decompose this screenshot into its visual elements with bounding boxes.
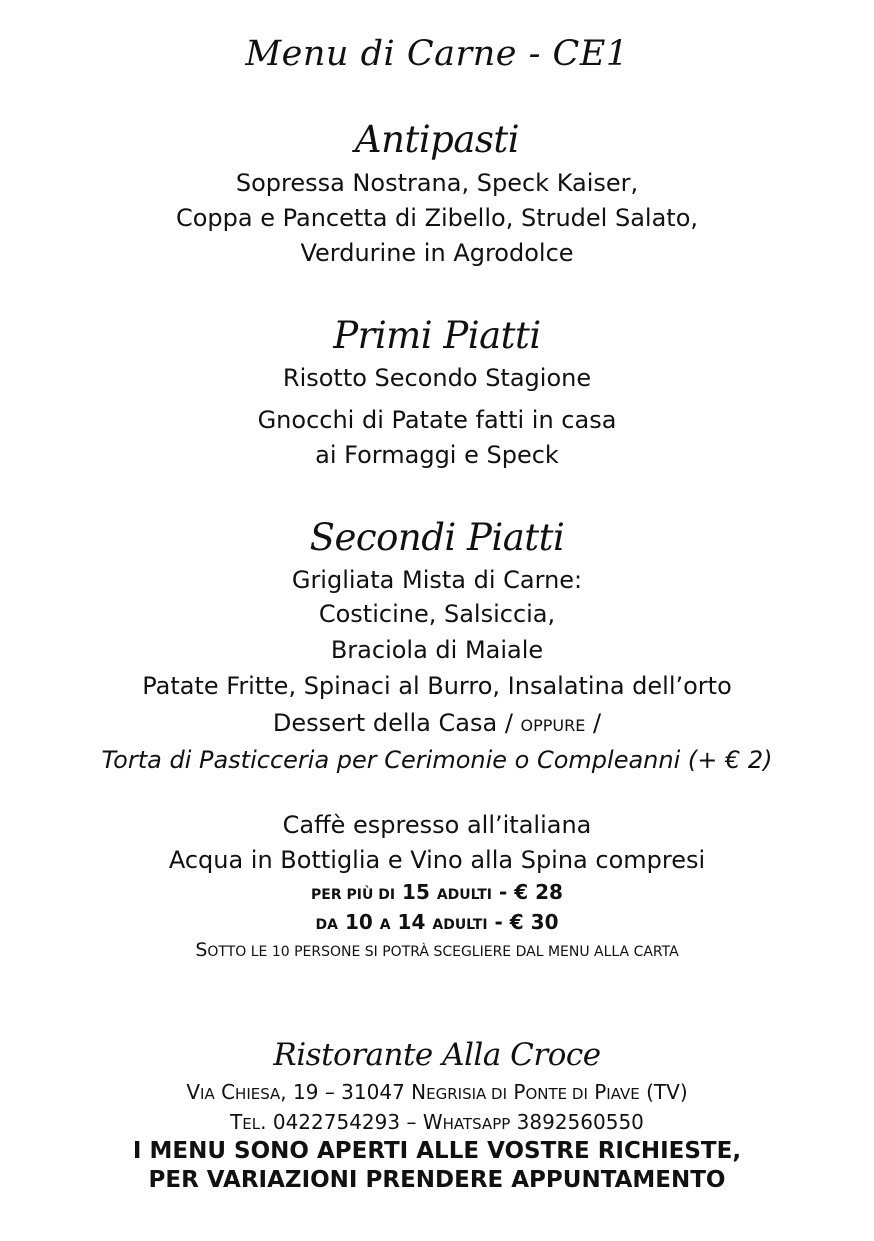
addr1-segment: (TV) <box>639 1080 688 1104</box>
dessert-alternative: Torta di Pasticceria per Cerimonie o Compleanni (+ € 2) <box>101 746 773 774</box>
primi-heading: Primi Piatti <box>333 314 541 357</box>
extras-line: Caffè espresso all’italiana <box>282 811 592 839</box>
note-initial: S <box>195 939 208 961</box>
price-unit: ADULTI <box>436 887 493 903</box>
dessert-sep: / <box>497 709 521 737</box>
price-number: 10 <box>337 910 380 934</box>
secondi-heading: Secondi Piatti <box>309 516 565 559</box>
primi-line: Risotto Secondo Stagione <box>282 364 592 392</box>
price-unit: ADULTI <box>432 917 488 933</box>
price-over-15 <box>0 877 874 910</box>
addr2-segment: EL <box>242 1115 261 1133</box>
addr1-segment: ONTE DI <box>525 1085 588 1103</box>
price-amount: - € 30 <box>487 910 559 934</box>
addr1-segment: P <box>587 1080 607 1104</box>
price-10-to-14 <box>0 907 874 940</box>
dessert-line <box>0 706 874 743</box>
addr2-segment: 3892560550 <box>510 1110 644 1134</box>
phone-line <box>0 1108 874 1138</box>
primi-line: Gnocchi di Patate fatti in casa <box>257 406 617 434</box>
price-prefix: DA <box>315 917 338 933</box>
addr1-segment: , 19 – 31047 N <box>280 1080 427 1104</box>
price-amount: - € 28 <box>492 880 563 904</box>
antipasti-line: Coppa e Pancetta di Zibello, Strudel Salato, <box>175 204 699 232</box>
secondi-line: Patate Fritte, Spinaci al Burro, Insalatina dell’orto <box>142 672 732 700</box>
antipasti-line: Sopressa Nostrana, Speck Kaiser, <box>235 169 639 197</box>
notice-line: I MENU SONO APERTI ALLE VOSTRE RICHIESTE, <box>132 1138 742 1164</box>
dessert-oppure: OPPURE <box>520 716 586 735</box>
addr1-segment: HIESA <box>235 1085 281 1103</box>
addr2-segment: . 0422754293 – W <box>260 1110 443 1134</box>
addr1-segment: EGRISIA DI <box>426 1085 508 1103</box>
page-title: Menu di Carne - CE1 <box>245 34 629 74</box>
notice-line: PER VARIAZIONI PRENDERE APPUNTAMENTO <box>148 1167 726 1193</box>
addr1-segment: C <box>214 1080 236 1104</box>
price-number: 14 <box>390 910 433 934</box>
price-connector: A <box>379 917 391 933</box>
addr1-segment: IAVE <box>606 1085 640 1103</box>
primi-line: ai Formaggi e Speck <box>315 441 559 469</box>
addr1-segment: IA <box>200 1085 215 1103</box>
dessert-sep: / <box>585 709 602 737</box>
secondi-line: Braciola di Maiale <box>330 636 544 664</box>
price-prefix: PER PIÙ DI <box>311 887 396 903</box>
secondi-line: Grigliata Mista di Carne: <box>291 566 583 594</box>
price-number: 15 <box>395 880 437 904</box>
note-text: OTTO LE 10 PERSONE SI POTRÀ SCEGLIERE DAL MENU ALLA CARTA <box>207 944 679 960</box>
under-10-note <box>0 938 874 964</box>
addr2-segment: T <box>230 1110 243 1134</box>
addr1-segment: V <box>186 1080 201 1104</box>
antipasti-line: Verdurine in Agrodolce <box>300 239 574 267</box>
restaurant-name: Ristorante Alla Croce <box>273 1037 601 1073</box>
address-line <box>0 1078 874 1108</box>
secondi-line: Costicine, Salsiccia, <box>318 600 556 628</box>
extras-line: Acqua in Bottiglia e Vino alla Spina compresi <box>168 846 706 874</box>
addr2-segment: HATSAPP <box>442 1115 511 1133</box>
dessert-main: Dessert della Casa <box>272 709 498 737</box>
addr1-segment: P <box>507 1080 526 1104</box>
antipasti-heading: Antipasti <box>354 118 520 161</box>
